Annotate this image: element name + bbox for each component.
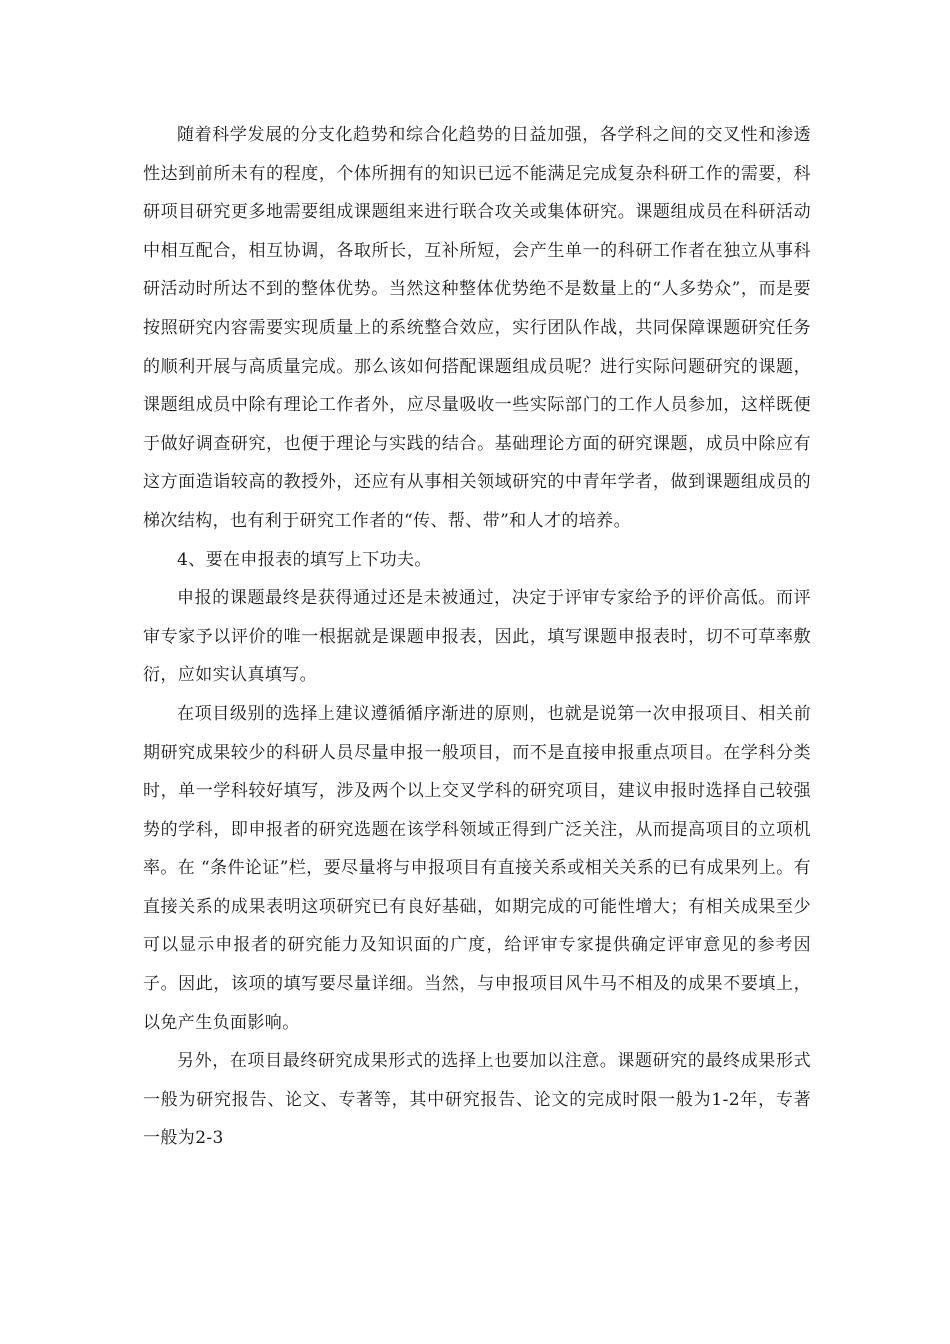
paragraph-review-basis: 申报的课题最终是获得通过还是未被通过，决定于评审专家给予的评价高低。而评审专家予以评价的唯一根据就是课题申报表，因此，填写课题申报表时，切不可草率敷衍，应如实认真填写。 <box>143 588 811 686</box>
paragraph-project-level-selection: 在项目级别的选择上建议遵循循序渐进的原则，也就是说第一次申报项目、相关前期研究成果较少的科研人员尽量申报一般项目，而不是直接申报重点项目。在学科分类时，单一学科较好填写，涉及两个以上交叉学科的研究项目，建议申报时选择自己较强势的学科，即申报者的研究选题在该学科领域正得到广泛关注，从而提高项目的立项机率。在 “条件论证”栏，要尽量将与申报项目有直接关系或相关关系的已有成果列上。有直接关系的成果表明这项研究已有良好基础，如期完成的可能性增大；有相关成果至少可以显示申报者的研究能力及知识面的广度，给评审专家提供确定评审意见的参考因子。因此，该项的填写要尽量详细。当然，与申报项目风牛马不相及的成果不要填上，以免产生负面影响。 <box>143 703 811 1033</box>
paragraph-team-composition: 随着科学发展的分支化趋势和综合化趋势的日益加强，各学科之间的交叉性和渗透性达到前所未有的程度，个体所拥有的知识已远不能满足完成复杂科研工作的需要，科研项目研究更多地需要组成课题组来进行联合攻关或集体研究。课题组成员在科研活动中相互配合，相互协调，各取所长，互补所短，会产生单一的科研工作者在独立从事科研活动时所达不到的整体优势。当然这种整体优势绝不是数量上的“人多势众”，而是要按照研究内容需要实现质量上的系统整合效应，实行团队作战，共同保障课题研究任务的顺利开展与高质量完成。那么该如何搭配课题组成员呢？进行实际问题研究的课题，课题组成员中除有理论工作者外，应尽量吸收一些实际部门的工作人员参加，这样既便于做好调查研究，也便于理论与实践的结合。基础理论方面的研究课题，成员中除应有这方面造诣较高的教授外，还应有从事相关领域研究的中青年学者，做到课题组成员的梯次结构，也有利于研究工作者的“传、帮、带”和人才的培养。 <box>143 125 811 531</box>
document-body <box>143 116 811 1158</box>
paragraph-final-output-form: 另外，在项目最终研究成果形式的选择上也要加以注意。课题研究的最终成果形式一般为研究报告、论文、专著等，其中研究报告、论文的完成时限一般为1-2年，专著一般为2-3 <box>143 1051 811 1149</box>
section-heading-application-form: 4、要在申报表的填写上下功夫。 <box>177 549 432 570</box>
